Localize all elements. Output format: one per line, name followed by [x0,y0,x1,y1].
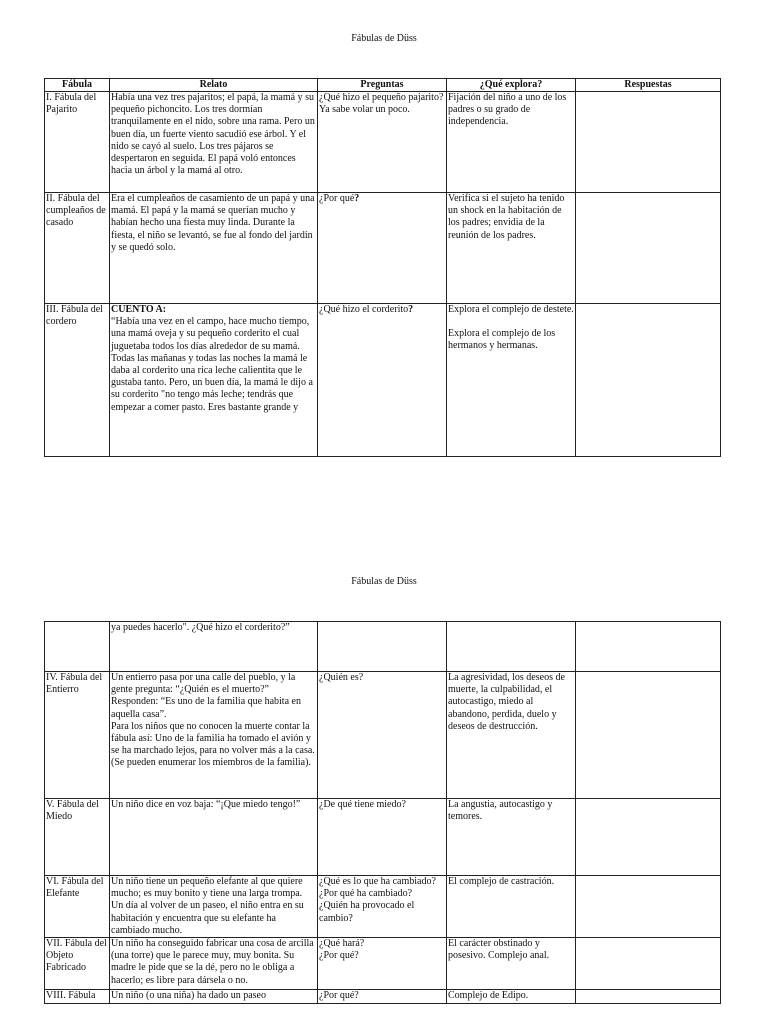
respuestas-cell [576,876,721,938]
preguntas-text: ¿Por qué [319,193,355,204]
relato-cell: Un niño (o una niña) ha dado un paseo [110,990,318,1004]
column-header-relato: Relato [110,79,318,92]
respuestas-cell [576,672,721,799]
preguntas-cell [318,876,447,938]
explora-cell: Verifica si el sujeto ha tenido un shock en la habitación de los padres; envidia de la reunión de los padres. [447,193,576,304]
fabula-cell [45,622,110,672]
relato-cell: Un niño dice en voz baja: “¡Que miedo tengo!” [110,799,318,876]
fabula-cell: III. Fábula del cordero [45,304,110,457]
page-header: Fábulas de Düss [351,33,417,44]
table-row [45,876,721,938]
relato-cell: Un niño ha conseguido fabricar una cosa de arcilla (una torre) que le parece muy, muy bonita. Su madre le pide que se la dé, pero no le obliga a hacerlo; es libre para dársela o no. [110,938,318,990]
respuestas-cell [576,799,721,876]
preguntas-text: ¿Qué hará? [319,938,365,950]
fabula-cell: VII. Fábula del Objeto Fabricado [45,938,110,990]
relato-text: Un entierro pasa por una calle del pueblo, y la gente pregunta: “¿Quién es el muerto?” Responden: “Es uno de la familia que habita en aquella casa”. [111,672,301,720]
fables-table-page-1 [44,78,721,457]
explora-cell: El carácter obstinado y posesivo. Complejo anal. [447,938,576,990]
respuestas-cell [576,193,721,304]
fabula-cell: VI. Fábula del Elefante [45,876,110,938]
table-row [45,799,721,876]
explora-text-2: Explora el complejo de los hermanos y hermanas. [448,328,556,352]
respuestas-cell [576,92,721,193]
fabula-cell: VIII. Fábula [45,990,110,1004]
preguntas-cell: ¿De qué tiene miedo? [318,799,447,876]
relato-cell: Era el cumpleaños de casamiento de un papá y una mamá. El papá y la mamá se querían mucho y habían hecho una fiesta muy linda. Durante la fiesta, el niño se levantó, se fue al fondo del jardín y se quedó solo. [110,193,318,304]
table-row [45,193,721,304]
column-header-explora: ¿Qué explora? [447,79,576,92]
table-row [45,938,721,990]
preguntas-cell [318,193,447,304]
preguntas-mark: ? [354,193,360,204]
relato-cell: ya puedes hacerlo". ¿Qué hizo el corderito?” [110,622,318,672]
explora-cell: La angustia, autocastigo y temores. [447,799,576,876]
relato-cell [110,304,318,457]
table-row [45,622,721,672]
preguntas-mark: ? [408,304,414,315]
explora-cell [447,622,576,672]
preguntas-text: ¿Qué hizo el corderito [319,304,409,315]
column-header-preguntas: Preguntas [318,79,447,92]
preguntas-cell: ¿Qué hizo el pequeño pajarito? Ya sabe volar un poco. [318,92,447,193]
relato-text-3: (Se pueden enumerar los miembros de la familia). [111,757,311,769]
explora-cell: Complejo de Edipo. [447,990,576,1004]
preguntas-text-2: ¿Por qué? [319,950,359,962]
table-row [45,92,721,193]
preguntas-cell [318,938,447,990]
preguntas-cell: ¿Quién es? [318,672,447,799]
relato-cell: Un niño tiene un pequeño elefante al que quiere mucho; es muy bonito y tiene una larga trompa. Un día al volver de un paseo, el niño entra en su habitación y encuentra que su elefante ha cambiado mucho. [110,876,318,938]
fabula-cell: I. Fábula del Pajarito [45,92,110,193]
page-header: Fábulas de Düss [351,576,417,587]
preguntas-text-3: ¿Quién ha provocado el cambio? [319,900,415,924]
table-row [45,990,721,1004]
relato-title: CUENTO A: [111,304,167,315]
fables-table-page-2 [44,621,721,1004]
relato-cell [110,672,318,799]
explora-cell: El complejo de castración. [447,876,576,938]
relato-text: “Había una vez en el campo, hace mucho tiempo, una mamá oveja y su pequeño corderito el cual juguetaba todos los días alrededor de su mamá. Todas las mañanas y todas las noches la mamá le daba al corderito una rica leche calientita que le gustaba tanto. Pero, un buen día, la mamá le dijo a su corderito "no tengo más leche; tendrás que empezar a comer pasto. Eres bastante grande y [111,316,313,413]
preguntas-cell [318,622,447,672]
respuestas-cell [576,304,721,457]
explora-cell [447,304,576,457]
table-row [45,304,721,457]
preguntas-text: ¿Qué es lo que ha cambiado? [319,876,436,887]
relato-cell: Había una vez tres pajaritos; el papá, la mamá y su pequeño pichoncito. Los tres dormían tranquilamente en el nido, sobre una rama. Pero un buen día, un fuerte viento sacudió ese árbol. Y el nido se cayó al suelo. Los tres pájaros se despertaron en seguida. El papá voló entonces hacia un árbol y la mamá al otro. [110,92,318,193]
respuestas-cell [576,622,721,672]
explora-text: Explora el complejo de destete. [448,304,574,315]
preguntas-cell: ¿Por qué? [318,990,447,1004]
fabula-cell: II. Fábula del cumpleaños de casado [45,193,110,304]
table-row [45,672,721,799]
explora-cell: Fijación del niño a uno de los padres o su grado de independencia. [447,92,576,193]
column-header-respuestas: Respuestas [576,79,721,92]
table-header-row [45,79,721,92]
fabula-cell: IV. Fábula del Entierro [45,672,110,799]
preguntas-cell [318,304,447,457]
preguntas-text-2: ¿Por qué ha cambiado? [319,888,413,900]
respuestas-cell [576,990,721,1004]
respuestas-cell [576,938,721,990]
column-header-fabula: Fábula [45,79,110,92]
fabula-cell: V. Fábula del Miedo [45,799,110,876]
explora-cell: La agresividad, los deseos de muerte, la culpabilidad, el autocastigo, miedo al abandono, perdida, duelo y deseos de destrucción. [447,672,576,799]
relato-text-2: Para los niños que no conocen la muerte contar la fábula así: Uno de la familia ha tomado el avión y se ha marchado lejos, para no volver más a la casa. [111,720,315,757]
